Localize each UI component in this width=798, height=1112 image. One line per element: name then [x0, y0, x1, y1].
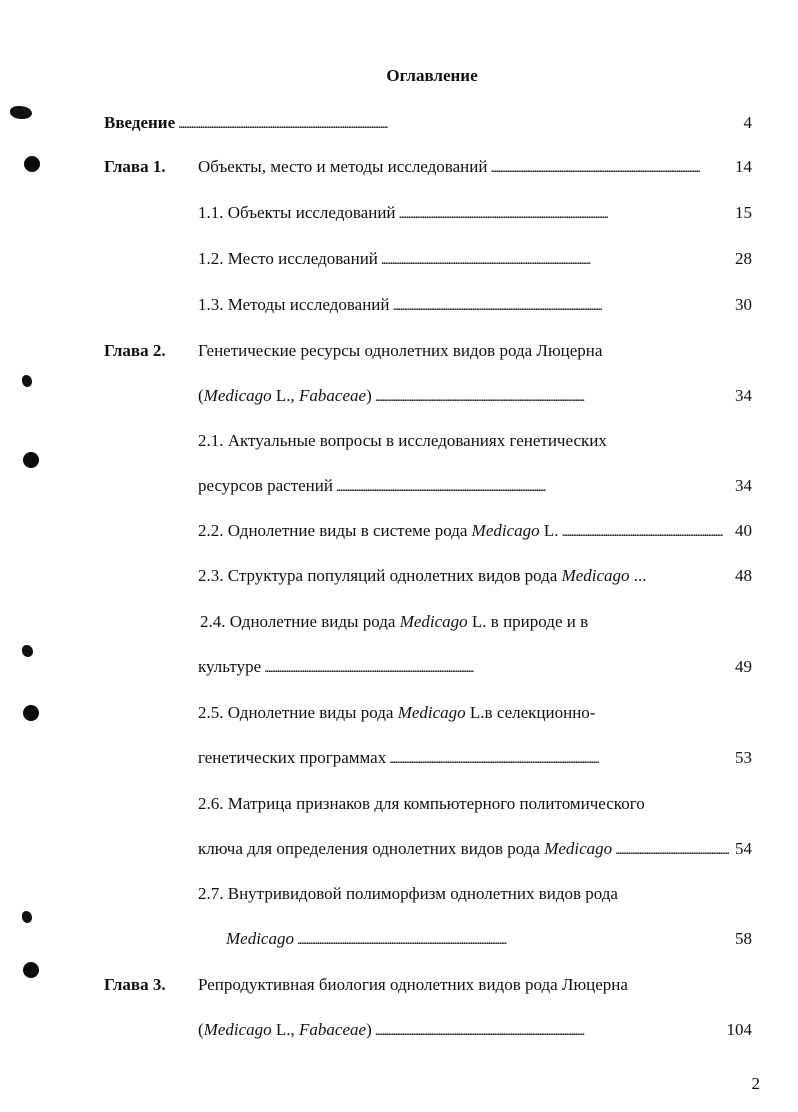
section-2-2-text: 2.2. Однолетние виды в системе рода: [198, 521, 472, 540]
section-2-5-text-end: L.в селекционно-: [465, 703, 596, 722]
scan-speck: [22, 645, 33, 657]
genus-medicago: Medicago: [471, 521, 540, 540]
latin-author: L.: [539, 521, 559, 540]
section-2-6-page: 54: [735, 839, 752, 858]
leader-dots: [375, 1020, 710, 1040]
section-2-5-text: 2.5. Однолетние виды рода: [198, 703, 398, 722]
toc-entry-intro: [104, 113, 752, 133]
leader-dots: [264, 657, 716, 677]
section-2-6-line1: [198, 794, 645, 814]
leader-dots: [490, 157, 716, 177]
chapter-3-page: 104: [726, 1020, 752, 1039]
toc-entry-chapter-3: [198, 1020, 752, 1040]
paren-close: ): [366, 1020, 372, 1039]
leader-dots: [393, 295, 716, 315]
genus-medicago: Medicago: [399, 612, 468, 631]
section-2-7-title: 2.7. Внутривидовой полиморфизм однолетних видов рода: [198, 884, 618, 903]
punch-hole: [23, 452, 39, 468]
section-2-1-page: 34: [735, 476, 752, 495]
leader-dots: [336, 476, 716, 496]
section-1-2-title: 1.2. Место исследований: [198, 249, 378, 268]
section-2-5-page: 53: [735, 748, 752, 767]
genus-medicago: Medicago: [203, 1020, 272, 1039]
latin-author: L.,: [271, 1020, 300, 1039]
section-2-5-line1: [198, 703, 595, 723]
scan-speck: [22, 375, 32, 387]
section-1-1-page: 15: [735, 203, 752, 222]
paren-close: ): [366, 386, 372, 405]
section-1-1-title: 1.1. Объекты исследований: [198, 203, 396, 222]
leader-dots: [562, 521, 723, 541]
family-fabaceae: Fabaceae: [299, 1020, 367, 1039]
family-fabaceae: Fabaceae: [299, 386, 367, 405]
leader-dots: [399, 203, 716, 223]
paren-open: (: [198, 386, 204, 405]
leader-dots: [178, 113, 716, 133]
punch-hole: [23, 705, 39, 721]
section-2-4-text-end: L. в природе и в: [467, 612, 589, 631]
chapter-3-title: Репродуктивная биология однолетних видов рода Люцерна: [198, 975, 628, 994]
section-2-1-line1: [198, 431, 607, 451]
toc-entry-chapter-2: [198, 386, 752, 406]
section-2-1-title: 2.1. Актуальные вопросы в исследованиях генетических: [198, 431, 607, 450]
section-2-6-text: ключа для определения однолетних видов рода: [198, 839, 545, 858]
chapter-1-label: Глава 1.: [104, 157, 166, 176]
section-2-6-title: 2.6. Матрица признаков для компьютерного политомического: [198, 794, 645, 813]
toc-entry-1-1: [198, 203, 752, 223]
section-1-2-page: 28: [735, 249, 752, 268]
section-2-3-page: 48: [735, 566, 752, 585]
toc-entry-1-2: [198, 249, 752, 269]
genus-medicago: Medicago: [561, 566, 630, 585]
toc-entry-2-7: [226, 929, 752, 949]
ellipsis: ...: [629, 566, 647, 585]
toc-entry-2-5: [198, 748, 752, 768]
genus-medicago: Medicago: [397, 703, 466, 722]
latin-author: L.,: [271, 386, 300, 405]
toc-entry-chapter-1: [198, 157, 752, 177]
scan-speck: [10, 106, 32, 119]
chapter-2-title-line1: [198, 341, 602, 361]
genus-medicago: Medicago: [203, 386, 272, 405]
toc-entry-2-4: [198, 657, 752, 677]
section-2-2-title: [198, 521, 559, 541]
toc-title: Оглавление: [386, 66, 478, 85]
section-2-4-title-cont: культуре: [198, 657, 262, 676]
genus-medicago: Medicago: [544, 839, 613, 858]
toc-entry-1-3: [198, 295, 752, 315]
toc-entry-2-6: [198, 839, 752, 859]
section-2-4-page: 49: [735, 657, 752, 676]
scan-speck: [22, 911, 32, 923]
page-number: 2: [751, 1074, 760, 1093]
toc-entry-2-3: [198, 566, 752, 586]
chapter-1-title: Объекты, место и методы исследований: [198, 157, 488, 176]
leader-dots: [615, 839, 729, 859]
section-2-1-title-cont: ресурсов растений: [198, 476, 333, 495]
section-2-3-text: 2.3. Структура популяций однолетних видов рода: [198, 566, 562, 585]
leader-dots: [381, 249, 716, 269]
section-2-7-genus: Medicago: [226, 929, 294, 948]
chapter-3-title-line2: [198, 1020, 372, 1040]
toc-entry-2-1: [198, 476, 752, 496]
leader-dots: [389, 748, 716, 768]
section-1-3-page: 30: [735, 295, 752, 314]
leader-dots: [297, 929, 716, 949]
chapter-2-page: 34: [735, 386, 752, 405]
chapter-2-label: Глава 2.: [104, 341, 166, 360]
toc-entry-2-2: [198, 521, 752, 541]
leader-dots: [375, 386, 716, 406]
chapter-1-page: 14: [735, 157, 752, 176]
section-2-4-line1: [200, 612, 588, 632]
section-2-3-title: [198, 566, 647, 586]
chapter-3-title-line1: [198, 975, 628, 995]
section-2-4-title: [200, 612, 588, 632]
paren-open: (: [198, 1020, 204, 1039]
punch-hole: [23, 962, 39, 978]
section-2-7-page: 58: [735, 929, 752, 948]
section-2-2-page: 40: [735, 521, 752, 540]
intro-page: 4: [743, 113, 752, 132]
section-2-4-text: 2.4. Однолетние виды рода: [200, 612, 400, 631]
chapter-2-title-line2: [198, 386, 372, 406]
intro-label: Введение: [104, 113, 176, 132]
section-2-5-title-cont: генетических программах: [198, 748, 387, 767]
section-2-5-title: [198, 703, 595, 723]
section-1-3-title: 1.3. Методы исследований: [198, 295, 390, 314]
chapter-2-title: Генетические ресурсы однолетних видов рода Люцерна: [198, 341, 603, 360]
section-2-6-title-cont: [198, 839, 612, 859]
chapter-3-label: Глава 3.: [104, 975, 166, 994]
punch-hole: [24, 156, 40, 172]
section-2-7-line1: [198, 884, 618, 904]
